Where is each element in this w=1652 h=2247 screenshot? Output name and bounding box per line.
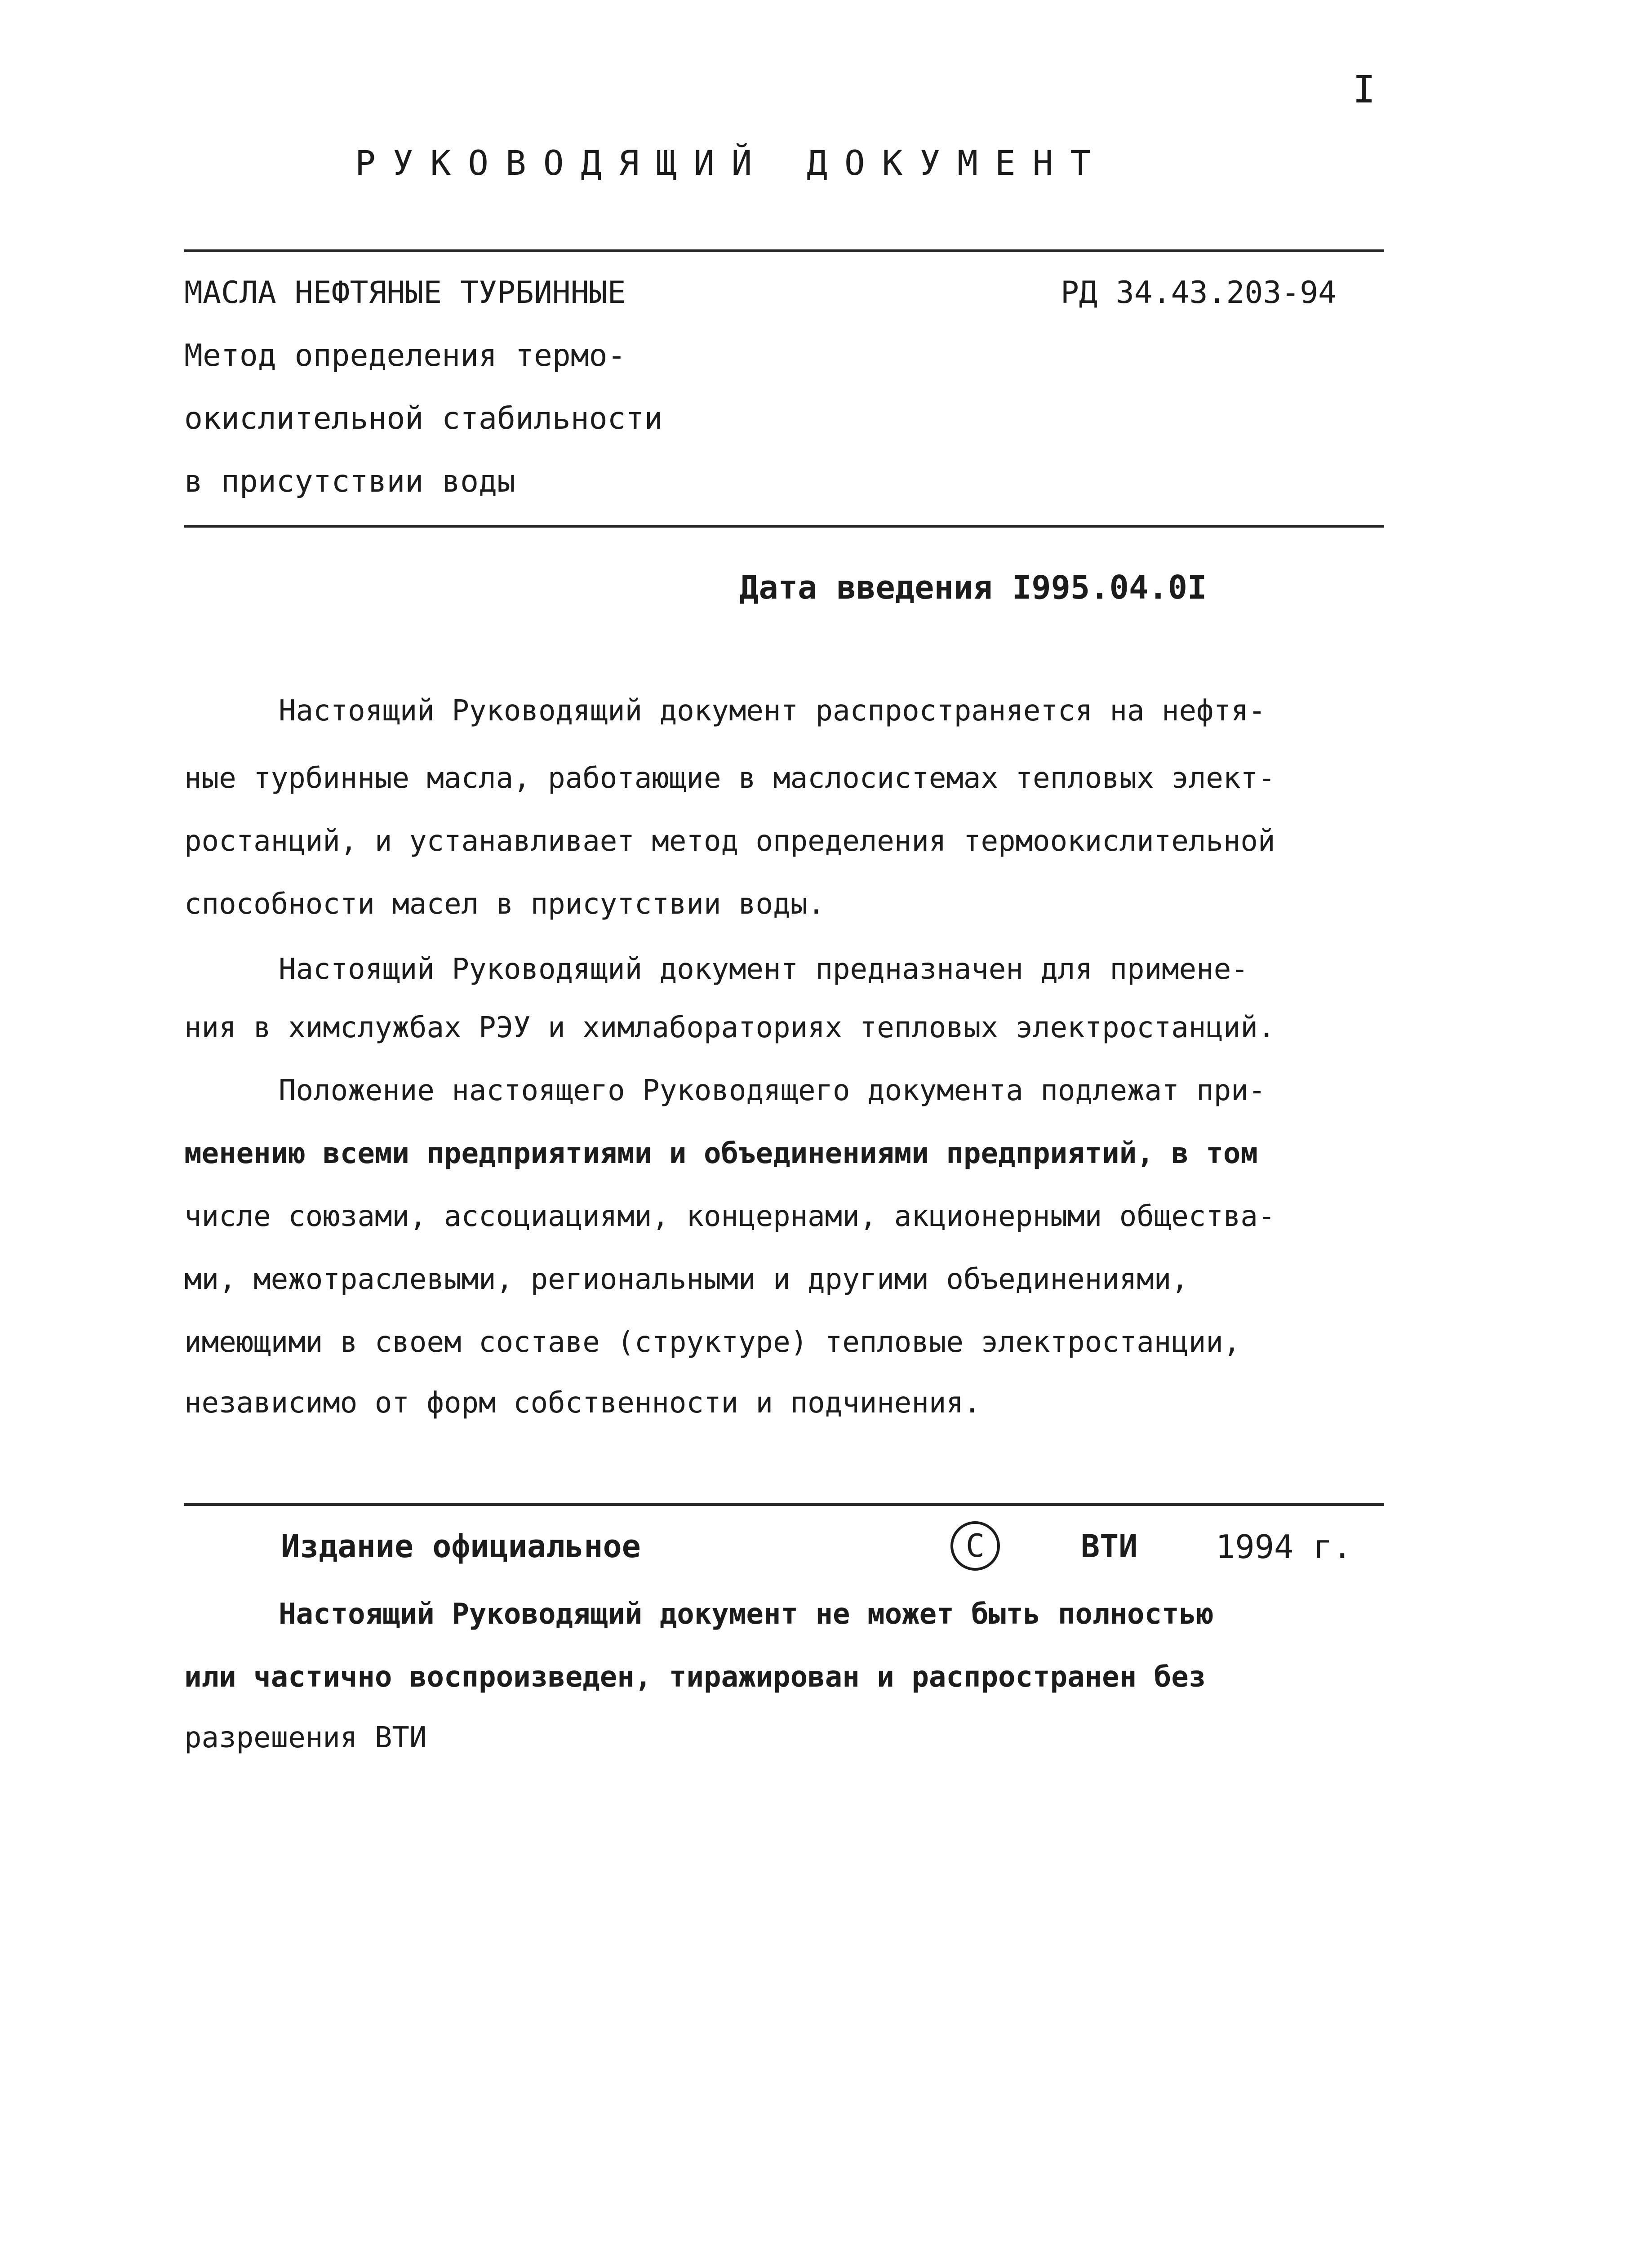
body-line: ния в химслужбах РЭУ и химлабораториях тепловых электростанций.	[184, 1011, 1275, 1044]
body-line: менению всеми предприятиями и объединениями предприятий, в том	[184, 1137, 1258, 1170]
title-line-4: в присутствии воды	[184, 464, 515, 499]
publisher-name: ВТИ	[1081, 1528, 1138, 1565]
title-line-2: Метод определения термо-	[184, 338, 626, 373]
document-code: РД 34.43.203-94	[1061, 275, 1337, 311]
body-line: независимо от форм собственности и подчинения.	[184, 1386, 981, 1420]
copyright-symbol: С	[965, 1528, 985, 1564]
notice-line: или частично воспроизведен, тиражирован и распространен без	[184, 1661, 1206, 1694]
body-line: ные турбинные масла, работающие в маслосистемах тепловых элект-	[184, 762, 1275, 795]
body-line: Настоящий Руководящий документ предназначен для примене-	[279, 953, 1248, 986]
title-line-3: окислительной стабильности	[184, 401, 663, 436]
document-heading: РУКОВОДЯЩИЙ ДОКУМЕНТ	[355, 143, 1108, 183]
body-line: Настоящий Руководящий документ распространяется на нефтя-	[279, 694, 1266, 728]
introduction-date: Дата введения I995.04.0I	[739, 568, 1207, 606]
footer-rule	[184, 1503, 1384, 1506]
copyright-icon	[950, 1521, 1000, 1571]
body-line: числе союзами, ассоциациями, концернами, акционерными обществa-	[184, 1200, 1275, 1233]
body-line: ми, межотраслевыми, региональными и другими объединениями,	[184, 1263, 1189, 1296]
publication-year: 1994 г.	[1216, 1528, 1352, 1566]
edition-label: Издание официальное	[281, 1528, 641, 1565]
title-top-rule	[184, 249, 1384, 252]
body-line: имеющими в своем составе (структуре) тепловые электростанции,	[184, 1326, 1241, 1359]
page-number: I	[1353, 67, 1376, 111]
body-line: способности масел в присутствии воды.	[184, 888, 825, 921]
body-line: ростанций, и устанавливает метод определения термоокислительной	[184, 825, 1275, 858]
notice-line: Настоящий Руководящий документ не может быть полностью	[279, 1598, 1214, 1631]
title-line-1: МАСЛА НЕФТЯНЫЕ ТУРБИННЫЕ	[184, 275, 626, 311]
notice-line: разрешения ВТИ	[184, 1721, 427, 1754]
body-line: Положение настоящего Руководящего документа подлежат при-	[279, 1074, 1266, 1107]
title-bottom-rule	[184, 525, 1384, 528]
